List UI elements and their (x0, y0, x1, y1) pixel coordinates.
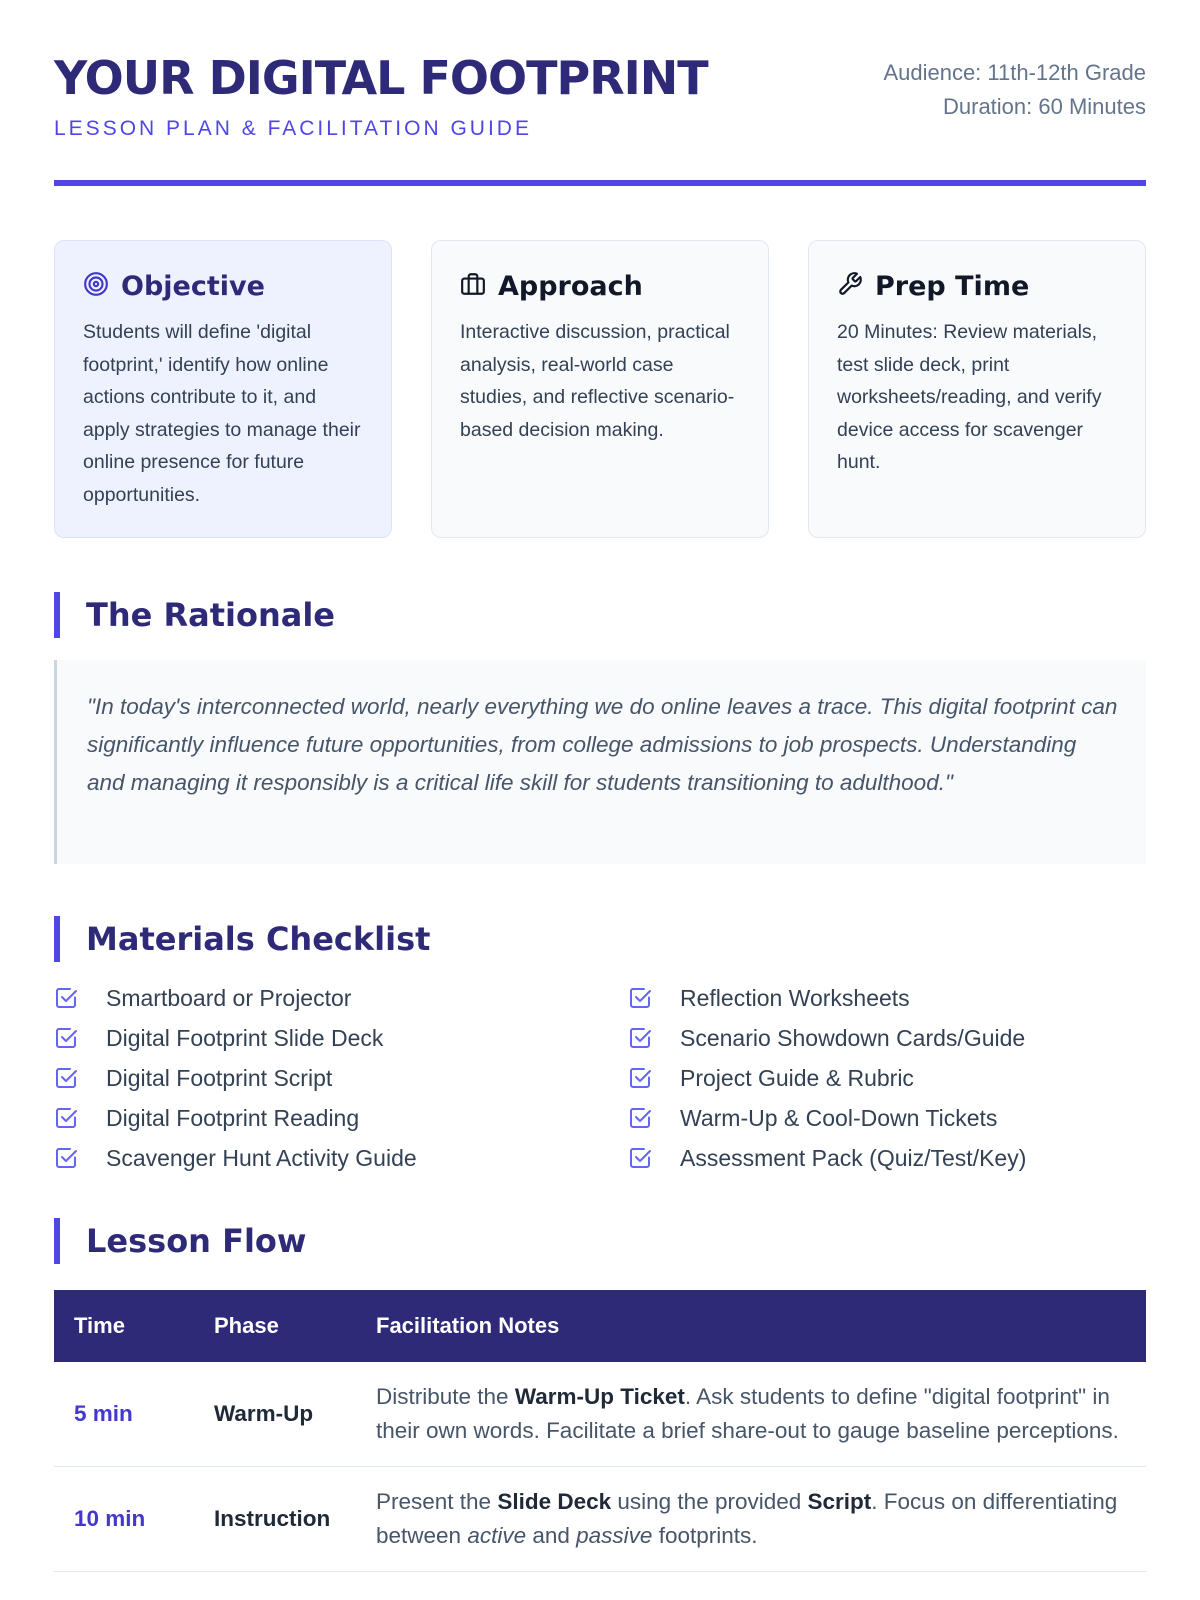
approach-card (431, 240, 769, 538)
lesson-flow-table (54, 1290, 1146, 1572)
row-notes (376, 1362, 1146, 1467)
checklist-item: Digital Footprint Reading (54, 1098, 628, 1138)
emphasis-text: passive (576, 1523, 653, 1548)
checkbox-checked-icon (628, 986, 666, 1010)
note-text: and (526, 1523, 577, 1548)
prep-time-card-title: Prep Time (875, 271, 1030, 302)
checklist-item: Warm-Up & Cool-Down Tickets (628, 1098, 1148, 1138)
materials-column-right (628, 978, 1148, 1178)
checkbox-checked-icon (628, 1026, 666, 1050)
checklist-item: Assessment Pack (Quiz/Test/Key) (628, 1138, 1148, 1178)
note-text: . Ask students to define "digital footprint" in their own words. Facilitate a brief share-out to gauge baseline perceptions. (376, 1384, 1119, 1443)
row-notes (376, 1467, 1146, 1572)
rationale-heading: The Rationale (54, 592, 1146, 638)
row-phase: Instruction (214, 1467, 376, 1572)
materials-column-left (54, 978, 628, 1178)
table-header-row (54, 1290, 1146, 1362)
row-phase: Warm-Up (214, 1362, 376, 1467)
page-subtitle: LESSON PLAN & FACILITATION GUIDE (54, 116, 532, 140)
checkbox-checked-icon (54, 1106, 92, 1130)
checkbox-checked-icon (628, 1066, 666, 1090)
checkbox-checked-icon (628, 1106, 666, 1130)
checkbox-checked-icon (628, 1146, 666, 1170)
duration-text: Duration: 60 Minutes (943, 94, 1146, 119)
checkbox-checked-icon (54, 1026, 92, 1050)
target-icon (83, 271, 109, 302)
note-text: . Focus on differentiating between (376, 1489, 1118, 1548)
checklist-item: Digital Footprint Script (54, 1058, 628, 1098)
objective-card-body: Students will define 'digital footprint,' identify how online actions contribute to it, and apply strategies to manage their online presence for future opportunities. (83, 321, 361, 506)
emphasis-text: Slide Deck (497, 1489, 612, 1514)
note-text: footprints. (652, 1523, 758, 1548)
objective-card-title: Objective (121, 271, 265, 302)
time-column-header: Time (74, 1313, 125, 1338)
checkbox-checked-icon (54, 1146, 92, 1170)
prep-time-card-body: 20 Minutes: Review materials, test slide deck, print worksheets/reading, and verify device access for scavenger hunt. (837, 321, 1102, 473)
lesson-meta (883, 56, 1146, 124)
note-text: using the provided (611, 1489, 808, 1514)
briefcase-icon (460, 271, 486, 302)
lesson-flow-heading: Lesson Flow (54, 1218, 1146, 1264)
page-title: YOUR DIGITAL FOOTPRINT (54, 51, 708, 105)
checklist-item: Smartboard or Projector (54, 978, 628, 1018)
checklist-item: Digital Footprint Slide Deck (54, 1018, 628, 1058)
row-time: 10 min (54, 1467, 214, 1572)
approach-card-title: Approach (498, 271, 643, 302)
checklist-item: Project Guide & Rubric (628, 1058, 1148, 1098)
checklist-item: Scavenger Hunt Activity Guide (54, 1138, 628, 1178)
note-text: Distribute the (376, 1384, 515, 1409)
materials-heading: Materials Checklist (54, 916, 1146, 962)
checklist-item: Reflection Worksheets (628, 978, 1148, 1018)
prep-time-card (808, 240, 1146, 538)
emphasis-text: Warm-Up Ticket (514, 1384, 685, 1409)
approach-card-body: Interactive discussion, practical analysis, real-world case studies, and reflective scenario-based decision making. (460, 321, 735, 441)
row-time: 5 min (54, 1362, 214, 1467)
materials-checklist (54, 978, 1146, 1178)
table-row (54, 1362, 1146, 1467)
phase-column-header: Phase (214, 1313, 279, 1338)
page-header (54, 0, 1146, 186)
objective-card (54, 240, 392, 538)
rationale-quote: "In today's interconnected world, nearly everything we do online leaves a trace. This digital footprint can significantly influence future opportunities, from college admissions to job prospects. Understanding and managing it responsibly is a critical life skill for students transitioning to adulthood." (54, 660, 1146, 864)
table-row (54, 1467, 1146, 1572)
overview-cards (54, 240, 1146, 538)
checklist-item: Scenario Showdown Cards/Guide (628, 1018, 1148, 1058)
audience-text: Audience: 11th-12th Grade (883, 60, 1146, 85)
notes-column-header: Facilitation Notes (376, 1313, 560, 1338)
checkbox-checked-icon (54, 1066, 92, 1090)
emphasis-text: Script (807, 1489, 872, 1514)
checkbox-checked-icon (54, 986, 92, 1010)
note-text: Present the (376, 1489, 498, 1514)
wrench-icon (837, 271, 863, 302)
emphasis-text: active (467, 1523, 527, 1548)
